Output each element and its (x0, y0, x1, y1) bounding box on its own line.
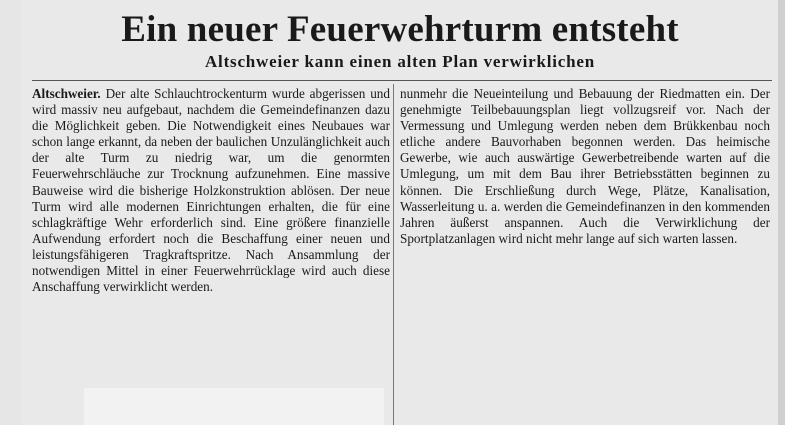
article-column-right (400, 86, 770, 247)
left-paragraph (32, 86, 390, 295)
page-edge (778, 0, 785, 425)
headline: Ein neuer Feuerwehrturm entsteht (121, 9, 679, 50)
newspaper-clipping (22, 0, 778, 425)
column-divider (393, 84, 394, 425)
article-column-left (32, 86, 390, 295)
subheadline: Altschweier kann einen alten Plan verwirklichen (204, 52, 596, 71)
dateline: Altschweier. (32, 86, 101, 101)
paper-blank-area (84, 388, 384, 425)
right-column-text: nunmehr die Neueinteilung und Bebauung der Riedmatten ein. Der genehmigte Teilbebauungsplan liegt vollzugsreif vor. Nach der Vermessung und Umlegung werden neben dem Brükkenbau noch etliche andere Bauvorhaben begonnen werden. Das heimische Gewerbe, wie auch auswärtige Gewerbetreibende warten auf die Umlegung, um mit dem Bau ihrer Betriebsstätten beginnen zu können. Die Erschließung durch Wege, Plätze, Kanalisation, Wasserleitung u. a. werden die Gemeindefinanzen in den kommenden Jahren äußerst anspannen. Auch die Verwirklichung der Sportplatzanlagen wird nicht mehr lange auf sich warten lassen. (400, 86, 770, 246)
left-column-text: Der alte Schlauchtrockenturm wurde abgerissen und wird massiv neu aufgebaut, nachdem die Gemeindefinanzen dazu die Möglichkeit geben. Die Notwendigkeit eines Neubaues war schon lange erkannt, da neben der baulichen Unzulänglichkeit auch der alte Turm zu niedrig war, um die genormten Feuerwehrschläuche zur Trocknung aufzunehmen. Eine massive Bauweise wird die bisherige Holzkonstruktion ablösen. Der neue Turm wird alle modernen Einrichtungen erhalten, die für eine schlagkräftige Wehr erforderlich sind. Eine größere finanzielle Aufwendung erfordert noch die Beschaffung einer neuen und leistungsfähigeren Tragkraftspritze. Nach Ansammlung der notwendigen Mittel in einer Feuerwehrrücklage wird auch diese Anschaffung verwirklicht werden. (32, 86, 390, 295)
header-divider (32, 80, 772, 81)
